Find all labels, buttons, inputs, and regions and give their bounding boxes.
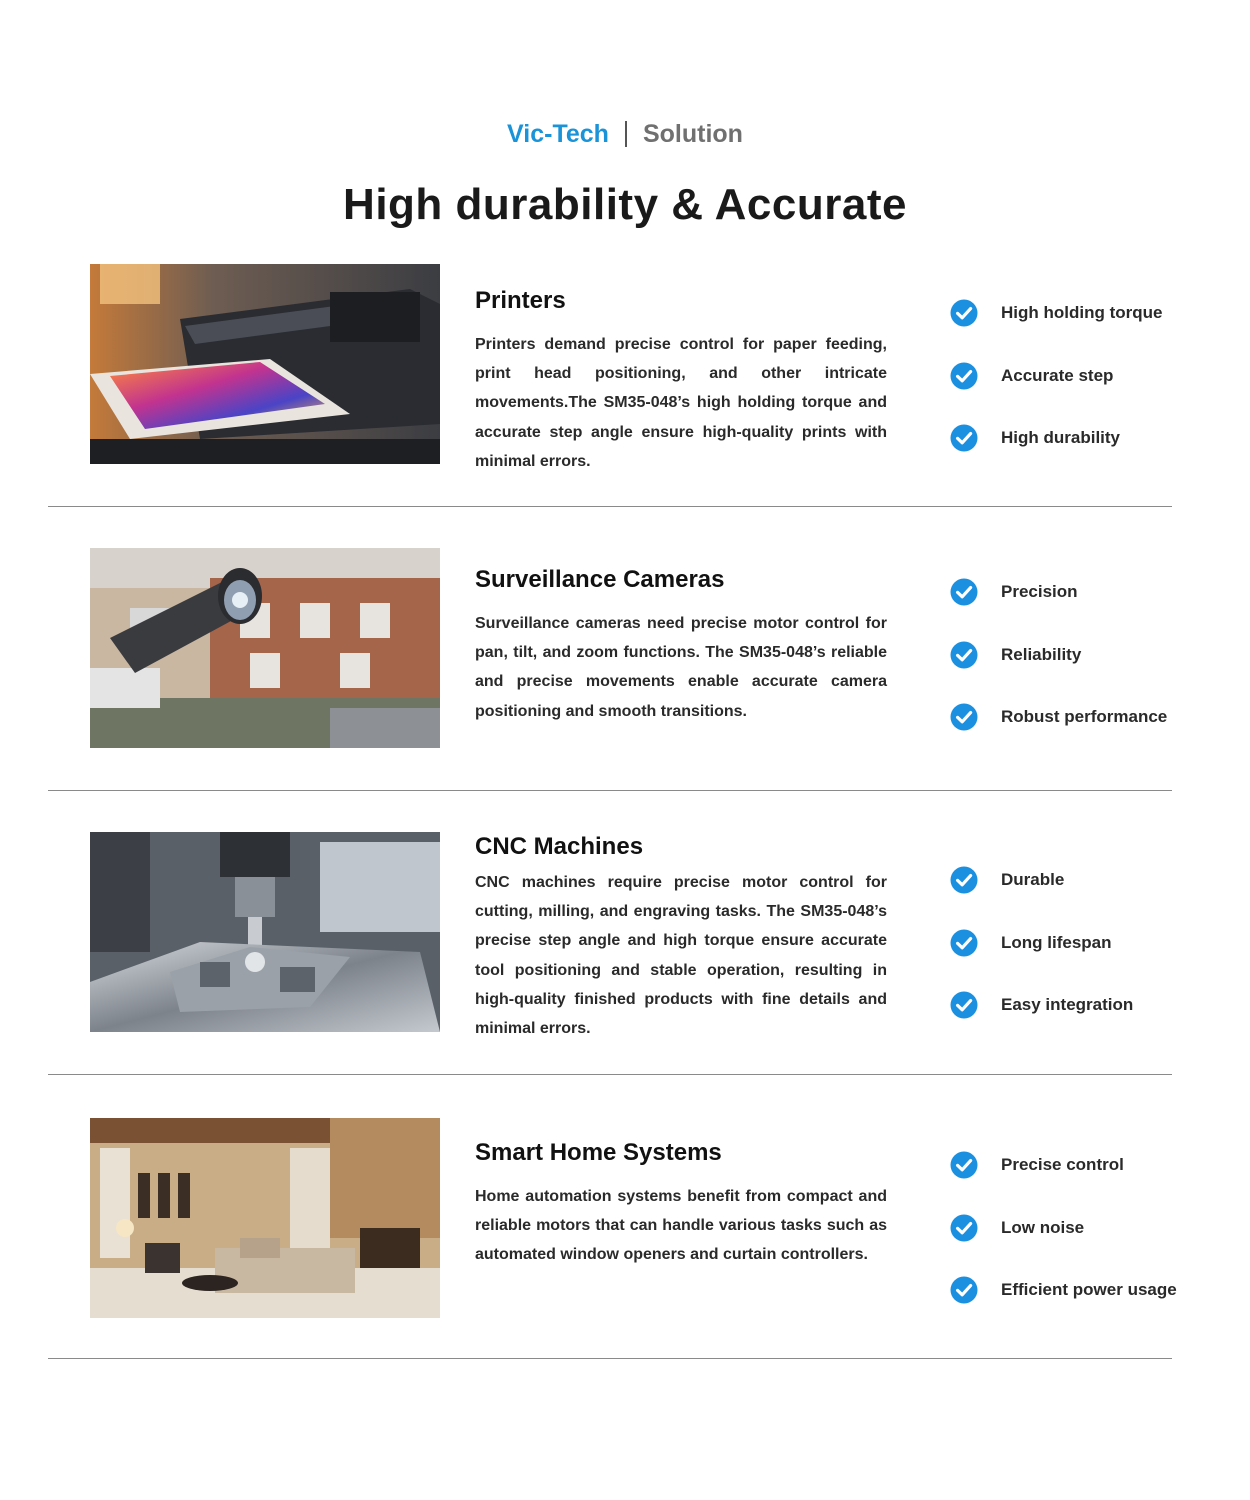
check-circle-icon	[950, 866, 978, 894]
feature-label: Durable	[1001, 870, 1065, 889]
section-divider	[48, 506, 1172, 507]
smart-home-illustration	[90, 1118, 440, 1318]
feature-item	[950, 929, 1112, 957]
feature-label: Precise control	[1001, 1155, 1124, 1174]
feature-item	[950, 703, 1167, 731]
section-description: CNC machines require precise motor control for cutting, milling, and engraving tasks. The SM35-048’s precise step angle and high torque ensure accurate tool positioning and stable operation, resulting in high-quality finished products with fine details and minimal errors.	[475, 874, 887, 1038]
feature-item	[950, 991, 1133, 1019]
feature-item	[950, 1151, 1124, 1179]
feature-label: Efficient power usage	[1001, 1280, 1177, 1299]
check-circle-icon	[950, 578, 978, 606]
section-divider	[48, 1358, 1172, 1359]
feature-item	[950, 299, 1162, 327]
check-circle-icon	[950, 703, 978, 731]
feature-label: Robust performance	[1001, 707, 1168, 726]
check-circle-icon	[950, 1214, 978, 1242]
check-circle-icon	[950, 929, 978, 957]
feature-label: Accurate step	[1001, 366, 1114, 385]
check-circle-icon	[950, 1276, 978, 1304]
page-headline: High durability & Accurate	[343, 180, 907, 229]
section-description: Surveillance cameras need precise motor control for pan, tilt, and zoom functions. The SM35-048’s reliable and precise movements enable accurate camera positioning and smooth transitions.	[475, 615, 887, 720]
check-circle-icon	[950, 299, 978, 327]
feature-item	[950, 1214, 1084, 1242]
feature-item	[950, 866, 1064, 894]
feature-label: Easy integration	[1001, 995, 1134, 1014]
feature-label: Reliability	[1001, 645, 1082, 664]
brand-section: Solution	[642, 120, 743, 148]
check-circle-icon	[950, 1151, 978, 1179]
cnc-illustration	[90, 832, 440, 1032]
section-divider	[48, 1074, 1172, 1075]
feature-item	[950, 362, 1113, 390]
feature-item	[950, 1276, 1177, 1304]
feature-label: High holding torque	[1001, 303, 1163, 322]
section-title: CNC Machines	[475, 833, 644, 860]
feature-item	[950, 641, 1081, 669]
check-circle-icon	[950, 991, 978, 1019]
section-title: Smart Home Systems	[475, 1139, 722, 1166]
section-description: Printers demand precise control for paper feeding, print head positioning, and other intricate movements.The SM35-048’s high holding torque and accurate step angle ensure high-quality prints with minimal errors.	[475, 336, 887, 470]
section-title: Printers	[475, 287, 566, 314]
check-circle-icon	[950, 362, 978, 390]
feature-label: Low noise	[1001, 1218, 1085, 1237]
section-title: Surveillance Cameras	[475, 566, 725, 593]
check-circle-icon	[950, 641, 978, 669]
section-divider	[48, 790, 1172, 791]
camera-photo	[90, 548, 440, 748]
camera-illustration	[90, 548, 440, 748]
section-description: Home automation systems benefit from compact and reliable motors that can handle various tasks such as automated window openers and curtain controllers.	[475, 1188, 887, 1264]
cnc-photo	[90, 832, 440, 1032]
feature-item	[950, 424, 1120, 452]
brand-name: Vic-Tech	[507, 120, 609, 148]
feature-label: Precision	[1001, 582, 1078, 601]
feature-label: High durability	[1001, 428, 1120, 447]
check-circle-icon	[950, 424, 978, 452]
feature-item	[950, 578, 1078, 606]
feature-label: Long lifespan	[1001, 933, 1112, 952]
smart-home-photo	[90, 1118, 440, 1318]
printer-photo	[90, 264, 440, 464]
printer-illustration	[90, 264, 440, 464]
